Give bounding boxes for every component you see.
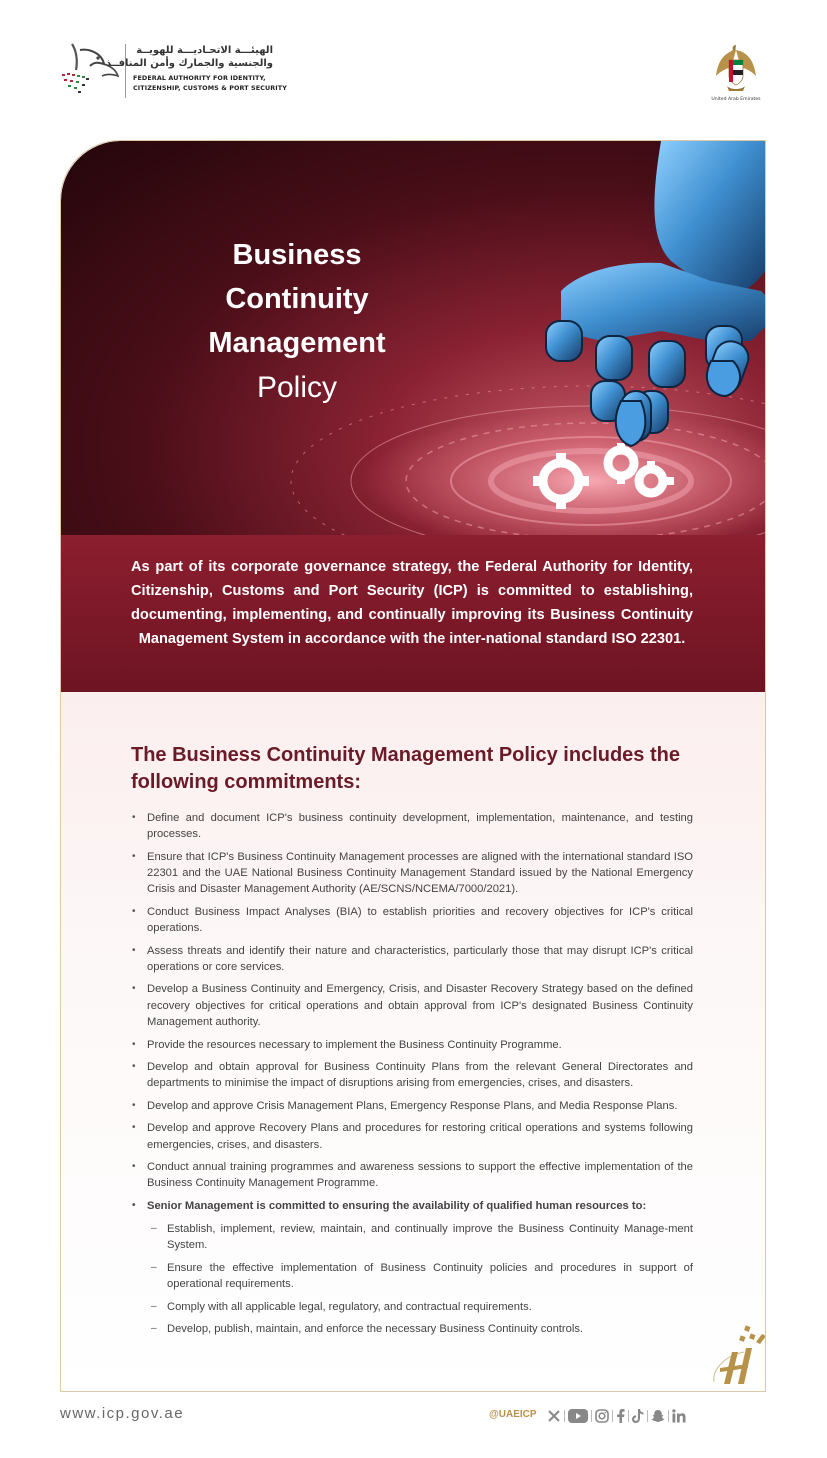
social-separator [564,1410,565,1422]
authority-name-english-line2: CITIZENSHIP, CUSTOMS & PORT SECURITY [133,84,287,92]
instagram-icon[interactable] [595,1406,609,1426]
commitments-list [131,810,693,1344]
hero-banner [61,141,765,535]
list-item: • Assess threats and identify their nature and characteristics, particularly those that may disrupt ICP's critical operations or core services. [131,943,693,976]
senior-management-item [131,1198,693,1338]
list-item: • Develop and approve Recovery Plans and procedures for restoring critical operations and systems following emergencies, crises, and disasters. [131,1120,693,1153]
senior-management-statement: Senior Management is committed to ensuring the availability of qualified human resources to: [147,1199,647,1212]
linkedin-icon[interactable] [672,1406,686,1426]
list-item: • Develop and approve Crisis Management Plans, Emergency Response Plans, and Media Response Plans. [131,1098,693,1114]
youtube-icon[interactable] [568,1406,588,1426]
list-item: • Develop and obtain approval for Business Continuity Plans from the relevant General Directorates and departments to minimise the impact of disruptions arising from emergencies, crises, and disasters. [131,1059,693,1092]
policy-title-line1: Business Continuity [225,239,369,315]
social-separator [612,1410,613,1422]
intro-band [61,535,765,692]
commitments-section [61,692,765,1391]
list-item: • Develop a Business Continuity and Emergency, Crisis, and Disaster Recovery Strategy based on the defined recovery objectives for critical operations and obtain approval from ICP's designated Business Continuity Management authority. [131,981,693,1030]
list-item: • Provide the resources necessary to implement the Business Continuity Programme. [131,1037,693,1053]
commitments-heading: The Business Continuity Management Policy includes the following commitments: [131,744,680,793]
list-item: • Ensure that ICP's Business Continuity Management processes are aligned with the international standard ISO 22301 and the UAE National Business Continuity Management Standard issued by the National Emergency Crisis and Disaster Management Authority (AE/SCNS/NCEMA/7000/2021). [131,849,693,898]
calligraphy-logo-icon [704,1312,774,1392]
logo-divider [125,44,126,98]
policy-title-line3: Policy [256,371,338,404]
social-separator [668,1410,669,1422]
list-item: • Conduct annual training programmes and awareness sessions to support the effective implementation of the Business Continuity Management Programme. [131,1159,693,1192]
list-item: • Conduct Business Impact Analyses (BIA) to establish priorities and recovery objectives for ICP's critical operations. [131,904,693,937]
website-url-link[interactable]: www.icp.gov.ae [60,1405,185,1422]
sub-list-item: – Establish, implement, review, maintain, and continually improve the Business Continuity Manage-ment System. [147,1221,693,1254]
icp-falcon-logo-icon [58,40,122,98]
social-handle: @UAEICP [489,1409,537,1420]
senior-management-sublist [147,1221,693,1337]
intro-statement: As part of its corporate governance strategy, the Federal Authority for Identity, Citizenship, Customs and Port Security (ICP) is committed to establishing, documenting, implementing, and continually improving its Business Continuity Management System in accordance with the inter-national standard ISO 22301. [131,559,693,647]
authority-name-english-line1: FEDERAL AUTHORITY FOR IDENTITY, [133,74,266,82]
snapchat-icon[interactable] [651,1406,665,1426]
policy-title-line2: Management [208,327,386,359]
sub-list-item: – Ensure the effective implementation of Business Continuity policies and procedures in support of operational requirements. [147,1260,693,1293]
list-item: • Define and document ICP's business continuity development, implementation, maintenance, and testing processes. [131,810,693,843]
x-icon[interactable] [547,1406,561,1426]
social-separator [647,1410,648,1422]
sub-list-item: – Comply with all applicable legal, regulatory, and contractual requirements. [147,1299,693,1315]
uae-eagle-emblem-icon [713,42,759,94]
uae-emblem-label: United Arab Emirates [711,97,761,102]
page-header [0,0,827,130]
social-icons-row [547,1406,686,1426]
facebook-icon[interactable] [616,1406,625,1426]
social-separator [628,1410,629,1422]
sub-list-item: – Develop, publish, maintain, and enforce the necessary Business Continuity controls. [147,1321,693,1337]
policy-title [161,233,433,411]
authority-name-arabic-line1: الهيئـــة الاتحـاديـــة للهويــة [136,45,273,56]
tiktok-icon[interactable] [632,1406,644,1426]
social-separator [591,1410,592,1422]
authority-name-arabic-line2: والجنسية والجمارك وأمن المنافــذ [105,58,273,69]
